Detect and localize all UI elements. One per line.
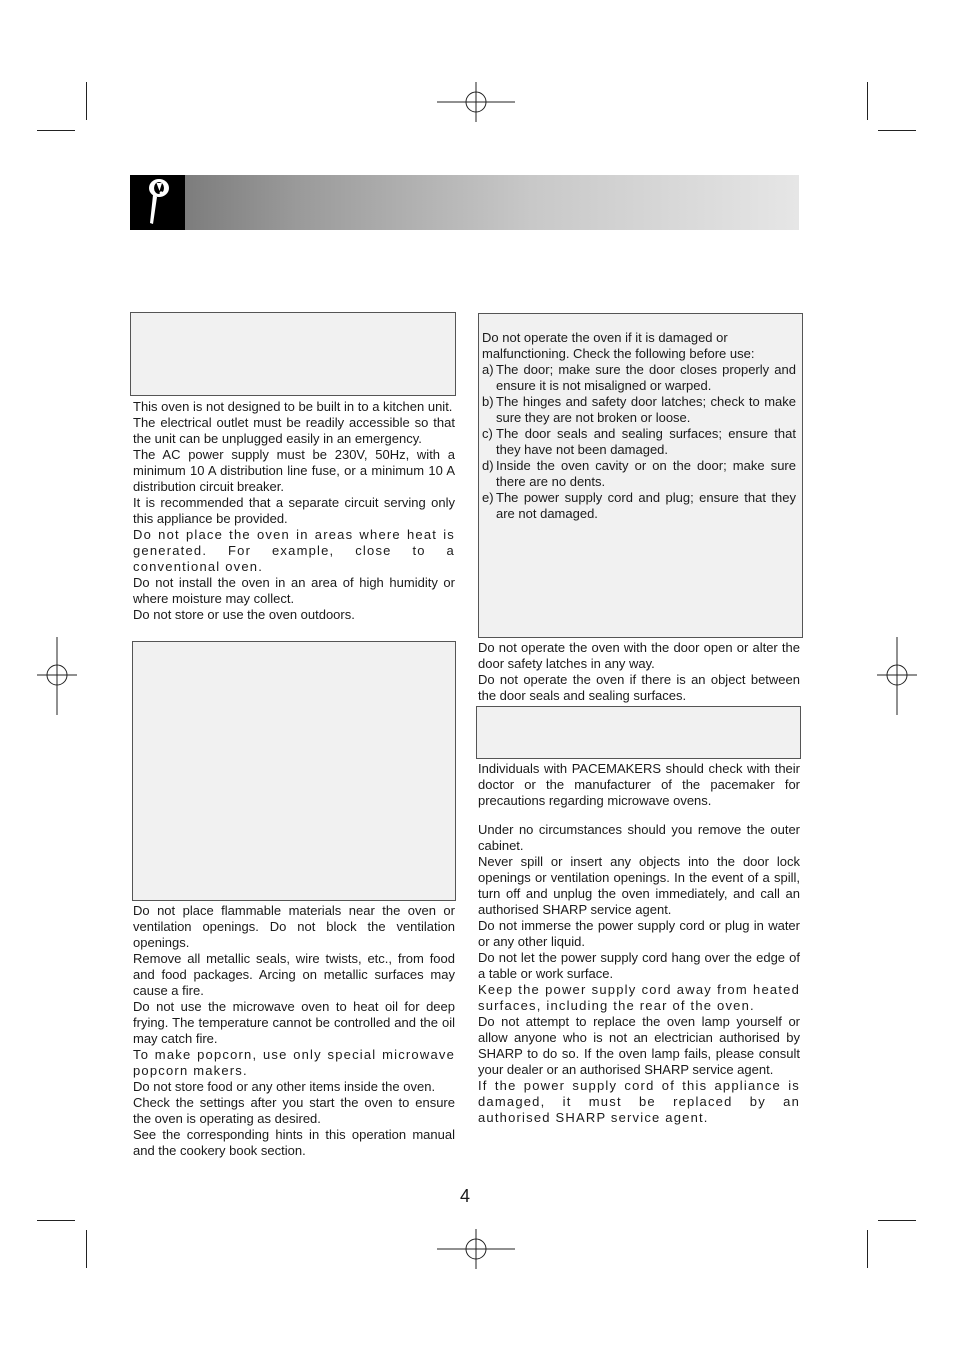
crop-mark-top-left-v <box>86 82 87 120</box>
page-number: 4 <box>459 1186 470 1206</box>
right-heading-box-2 <box>476 706 801 759</box>
check-item-b <box>482 394 796 426</box>
paragraph: Under no circumstances should you remove the outer cabinet. <box>478 822 800 853</box>
paragraph: Remove all metallic seals, wire twists, etc., from food and food packages. Arcing on metallic surfaces may cause a fire. <box>133 951 455 998</box>
paragraph: Check the settings after you start the oven to ensure the oven is operating as desired. <box>133 1095 455 1126</box>
crop-mark-top-right-h <box>878 130 916 131</box>
crop-mark-bottom-left-h <box>37 1220 75 1221</box>
registration-mark-left <box>37 637 77 715</box>
registration-mark-top <box>437 82 515 122</box>
paragraph: Do not install the oven in an area of high humidity or where moisture may collect. <box>133 575 455 606</box>
paragraph: If the power supply cord of this appliance is damaged, it must be replaced by an authorised SHARP service agent. <box>478 1078 800 1125</box>
list-marker: a) <box>482 362 494 377</box>
paragraph: Do not immerse the power supply cord or plug in water or any other liquid. <box>478 918 800 949</box>
paragraph: Do not operate the oven with the door open or alter the door safety latches in any way. <box>478 640 800 671</box>
paragraph: To make popcorn, use only special microwave popcorn makers. <box>133 1047 455 1078</box>
warning-exclamation-icon <box>130 175 185 230</box>
paragraph: Never spill or insert any objects into the door lock openings or ventilation openings. In the event of a spill, turn off and unplug the oven immediately, and call an authorised SHARP service agent. <box>478 854 800 917</box>
list-text: Inside the oven cavity or on the door; make sure there are no dents. <box>496 458 796 489</box>
list-text: The door; make sure the door closes properly and ensure it is not misaligned or warped. <box>496 362 796 393</box>
paragraph: Do not place flammable materials near the oven or ventilation openings. Do not block the ventilation openings. <box>133 903 455 950</box>
list-text: The door seals and sealing surfaces; ensure that they have not been damaged. <box>496 426 796 457</box>
check-item-a <box>482 362 796 394</box>
paragraph: The AC power supply must be 230V, 50Hz, with a minimum 10 A distribution line fuse, or a minimum 10 A distribution circuit breaker. <box>133 447 455 494</box>
warning-icon-box <box>130 175 185 230</box>
check-item-c <box>482 426 796 458</box>
right-text-group-2 <box>478 761 800 1126</box>
left-heading-box-2 <box>132 641 456 901</box>
check-before-use-list <box>482 330 796 522</box>
list-marker: b) <box>482 394 494 409</box>
crop-mark-bottom-right-h <box>878 1220 916 1221</box>
check-item-e <box>482 490 796 522</box>
paragraph: Do not store food or any other items inside the oven. <box>133 1079 436 1094</box>
list-marker: d) <box>482 458 494 473</box>
left-text-group-1 <box>133 399 455 623</box>
section-header-band <box>130 175 799 230</box>
paragraph: Do not attempt to replace the oven lamp yourself or allow anyone who is not an electrician authorised by SHARP to do so. If the oven lamp fails, please consult your dealer or an authorised SHARP service agent. <box>478 1014 800 1077</box>
check-intro: Do not operate the oven if it is damaged or malfunctioning. Check the following before use: <box>482 330 755 361</box>
paragraph: The electrical outlet must be readily accessible so that the unit can be unplugged easily in an emergency. <box>133 415 455 446</box>
pacemaker-notice: Individuals with PACEMAKERS should check with their doctor or the manufacturer of the pacemaker for precautions regarding microwave ovens. <box>478 761 800 808</box>
registration-mark-right <box>877 637 917 715</box>
paragraph: Do not use the microwave oven to heat oil for deep frying. The temperature cannot be controlled and the oil may catch fire. <box>133 999 455 1046</box>
list-text: The power supply cord and plug; ensure that they are not damaged. <box>496 490 796 521</box>
crop-mark-top-right-v <box>867 82 868 120</box>
left-heading-box-1 <box>130 312 456 396</box>
paragraph: Do not place the oven in areas where heat is generated. For example, close to a conventional oven. <box>133 527 455 574</box>
registration-mark-bottom <box>437 1229 515 1269</box>
list-text: The hinges and safety door latches; check to make sure they are not broken or loose. <box>496 394 796 425</box>
right-text-group-1 <box>478 640 800 704</box>
left-text-group-2 <box>133 903 455 1159</box>
paragraph: See the corresponding hints in this operation manual and the cookery book section. <box>133 1127 455 1158</box>
crop-mark-bottom-right-v <box>867 1230 868 1268</box>
paragraph: This oven is not designed to be built in to a kitchen unit. <box>133 399 453 414</box>
crop-mark-bottom-left-v <box>86 1230 87 1268</box>
list-marker: c) <box>482 426 493 441</box>
check-item-d <box>482 458 796 490</box>
list-marker: e) <box>482 490 494 505</box>
paragraph: It is recommended that a separate circuit serving only this appliance be provided. <box>133 495 455 526</box>
paragraph: Do not store or use the oven outdoors. <box>133 607 355 622</box>
crop-mark-top-left-h <box>37 130 75 131</box>
paragraph: Keep the power supply cord away from heated surfaces, including the rear of the oven. <box>478 982 800 1013</box>
paragraph: Do not operate the oven if there is an object between the door seals and sealing surfaces. <box>478 672 800 703</box>
paragraph: Do not let the power supply cord hang over the edge of a table or work surface. <box>478 950 800 981</box>
